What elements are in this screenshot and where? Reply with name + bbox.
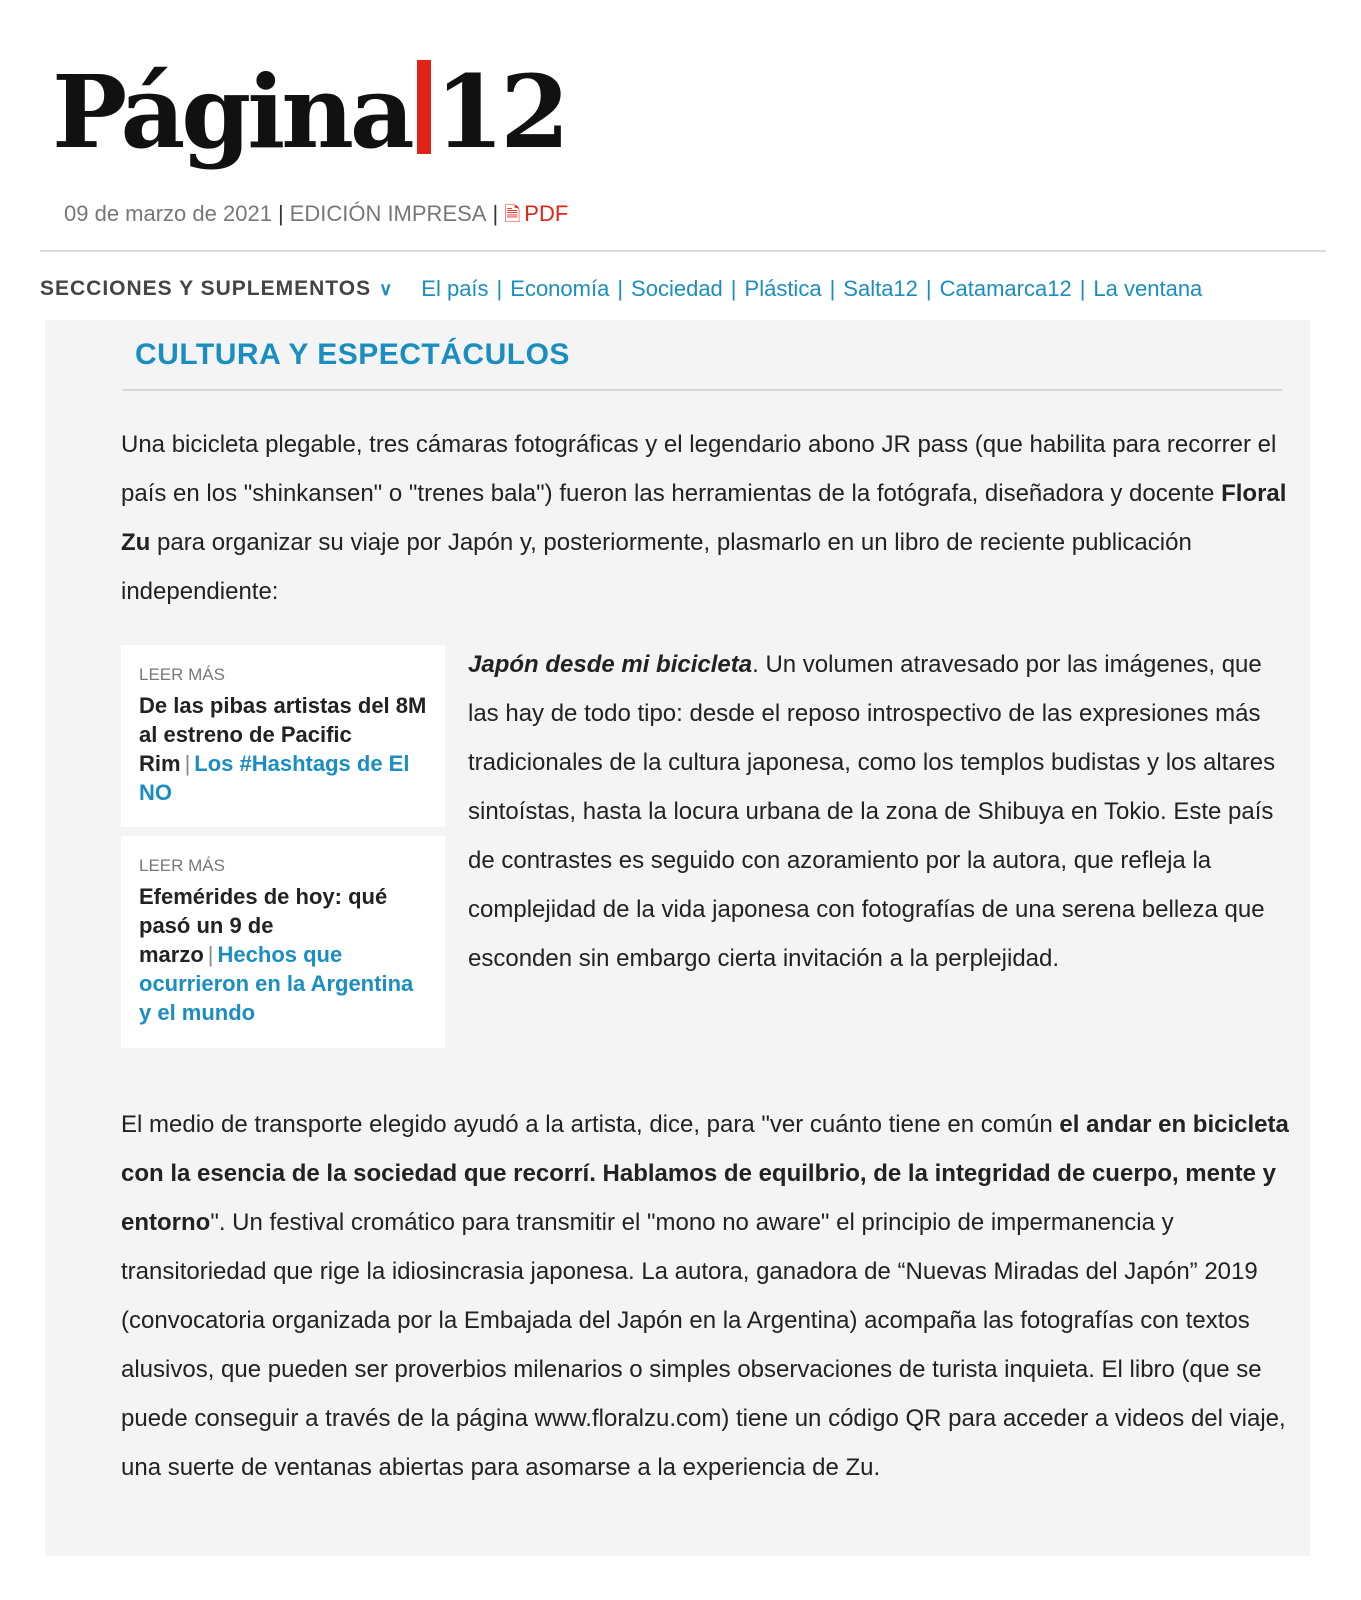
nav-link-el-pais[interactable]: El país bbox=[421, 276, 489, 301]
header-divider bbox=[40, 250, 1326, 252]
leer-mas-label: LEER MÁS bbox=[139, 665, 225, 684]
related-link[interactable]: Los #Hashtags de El NO bbox=[139, 751, 410, 805]
edition-date: 09 de marzo de 2021 bbox=[64, 201, 272, 226]
article-paragraph-1: Una bicicleta plegable, tres cámaras fotográficas y el legendario abono JR pass (que habilita para recorrer el país en los "shinkansen" o "trenes bala") fueron las herramientas de la fotógrafa, diseñadora y docente Floral Zu para organizar su viaje por Japón y, posteriormente, plasmarlo en un libro de reciente publicación independiente: bbox=[121, 431, 1287, 605]
nav-links: El país | Economía | Sociedad | Plástica | Salta12 | Catamarca12 | La ventana bbox=[421, 276, 1203, 301]
related-card[interactable] bbox=[121, 645, 445, 827]
main-nav bbox=[40, 276, 1330, 302]
logo-text-pagina: Página bbox=[52, 53, 411, 171]
related-card[interactable] bbox=[121, 836, 445, 1048]
book-title: Japón desde mi bicicleta bbox=[468, 651, 753, 678]
related-link[interactable]: Hechos que ocurrieron en la Argentina y el mundo bbox=[139, 942, 414, 1025]
article-paragraph-2: Japón desde mi bicicleta. Un volumen atravesado por las imágenes, que las hay de todo tipo: desde el reposo introspectivo de las expresiones más tradicionales de la cultura japonesa, como los templos budistas y los altares sintoístas, hasta la locura urbana de la zona de Shibuya en Tokio. Este país de contrastes es seguido con azoramiento por la autora, que refleja la complejidad de la vida japonesa con fotografías de una serena belleza que esconden sin embargo cierta invitación a la perplejidad. bbox=[468, 651, 1276, 972]
quote-bold: el andar en bicicleta con la esencia de la sociedad que recorrí. Hablamos de equilbrio, de la integridad de cuerpo, mente y entorno bbox=[121, 1111, 1289, 1236]
nav-link-sociedad[interactable]: Sociedad bbox=[631, 276, 723, 301]
logo-red-bar bbox=[417, 60, 431, 154]
pdf-icon: 🗎 bbox=[504, 204, 521, 226]
related-headline: Efemérides de hoy: qué pasó un 9 de marzo | Hechos que ocurrieron en la Argentina y el mundo bbox=[139, 884, 414, 1025]
nav-link-catamarca12[interactable]: Catamarca12 bbox=[939, 276, 1072, 301]
related-headline: De las pibas artistas del 8M al estreno de Pacific Rim | Los #Hashtags de El NO bbox=[139, 693, 427, 805]
section-title[interactable]: CULTURA Y ESPECTÁCULOS bbox=[135, 338, 570, 371]
pdf-link[interactable] bbox=[504, 201, 568, 226]
chevron-down-icon: ∨ bbox=[379, 279, 394, 299]
nav-link-salta12[interactable]: Salta12 bbox=[843, 276, 918, 301]
pdf-label: PDF bbox=[524, 201, 569, 226]
edition-label: EDICIÓN IMPRESA bbox=[289, 201, 487, 226]
logo-text-12: 12 bbox=[434, 53, 566, 171]
secciones-label: SECCIONES Y SUPLEMENTOS bbox=[40, 277, 372, 300]
leer-mas-label: LEER MÁS bbox=[139, 856, 225, 875]
secciones-menu-button[interactable] bbox=[40, 277, 393, 301]
section-divider bbox=[122, 389, 1282, 391]
site-logo[interactable] bbox=[52, 52, 566, 172]
nav-link-economia[interactable]: Economía bbox=[510, 276, 610, 301]
nav-link-plastica[interactable]: Plástica bbox=[744, 276, 822, 301]
author-name: Floral Zu bbox=[121, 480, 1287, 556]
article-paragraph-3: El medio de transporte elegido ayudó a la artista, dice, para "ver cuánto tiene en común el andar en bicicleta con la esencia de la sociedad que recorrí. Hablamos de equilbrio, de la integridad de cuerpo, mente y entorno". Un festival cromático para transmitir el "mono no aware" el principio de impermanencia y transitoriedad que rige la idiosincrasia japonesa. La autora, ganadora de “Nuevas Miradas del Japón” 2019 (convocatoria organizada por la Embajada del Japón en la Argentina) acompaña las fotografías con textos alusivos, que pueden ser proverbios milenarios o simples observaciones de turista inquieta. El libro (que se puede conseguir a través de la página www.floralzu.com) tiene un código QR para acceder a videos del viaje, una suerte de ventanas abiertas para asomarse a la experiencia de Zu. bbox=[121, 1111, 1289, 1481]
dateline: 09 de marzo de 2021 | EDICIÓN IMPRESA | 🗎 PDF bbox=[64, 200, 568, 234]
nav-link-la-ventana[interactable]: La ventana bbox=[1093, 276, 1203, 301]
